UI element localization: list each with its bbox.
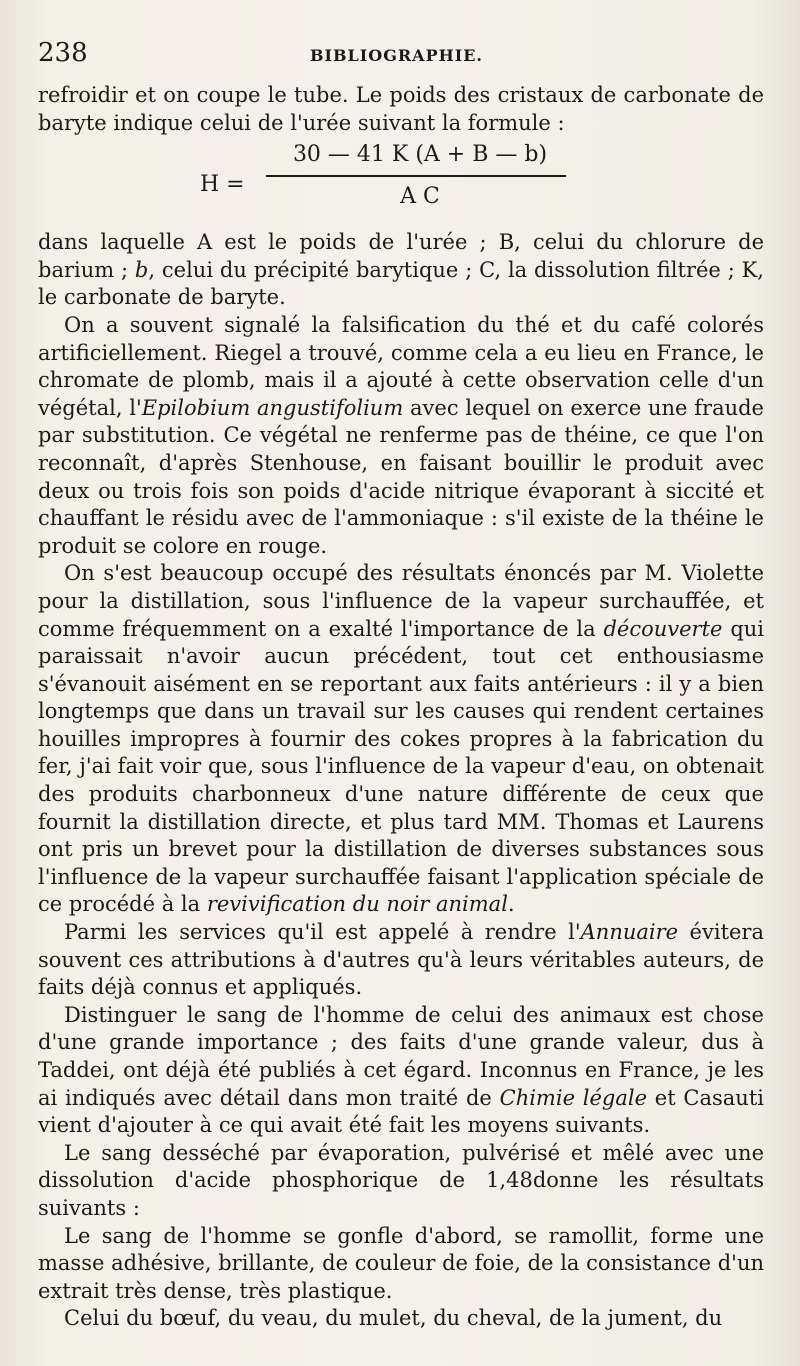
annuaire-text-1: Parmi les services qu'il est appelé à rendre l' (64, 920, 581, 945)
urea-formula (38, 139, 764, 223)
paragraph-annuaire (38, 919, 764, 1002)
dist-text-3: . (507, 892, 515, 917)
paragraph-tea-coffee (38, 312, 764, 560)
page-number: 238 (38, 38, 88, 68)
paragraph-formula-legend (38, 229, 764, 312)
paragraph-animal-blood: Celui du bœuf, du veau, du mulet, du cheval, de la jument, du (64, 1306, 723, 1331)
paragraph-urea-method: refroidir et on coupe le tube. Le poids des cristaux de carbonate de baryte indique celui de l'urée suivant la formule : (38, 83, 764, 135)
dist-emphasis-revivification: revivification du noir animal (206, 892, 508, 917)
blood-text-2: et Casauti vient d'ajouter à ce qui avait été fait les moyens suivants. (38, 1085, 764, 1138)
dist-text-2: qui paraissait n'avoir aucun précédent, tout cet enthousiasme s'évanouit aisément en se reportant aux faits antérieurs : il y a bien longtemps que dans un travail sur les causes qui rendent certaines houilles impropres à fournir des cokes propres à la fabrication du fer, j'ai fait voir que, sous l'influence de la vapeur d'eau, on obtenait des produits charbonneux d'une nature différente de ceux que fournit la distillation directe, et plus tard MM. Thomas et Laurens ont pris un brevet pour la distillation de diverses substances sous l'influence de la vapeur surchauffée faisant l'application spéciale de ce procédé à la (38, 616, 765, 917)
tea-species-name: Epilobium angustifolium (141, 395, 404, 420)
dist-emphasis-decouverte: découverte (603, 616, 723, 641)
formula-lhs: H = (200, 172, 245, 198)
dist-text-1: On s'est beaucoup occupé des résultats énoncés par M. Violette pour la distillation, sous l'influence de la vapeur surchauffée, et comme fréquemment on a exalté l'importance de la (38, 561, 764, 641)
legend-var-b: b (134, 257, 149, 282)
paragraph-blood (38, 1002, 764, 1140)
running-title: BIBLIOGRAPHIE. (310, 46, 483, 65)
blood-text-1: Distinguer le sang de l'homme de celui des animaux est chose d'une grande importance ; des faits d'une grande valeur, dus à Taddei, ont déjà été publiés à cet égard. Inconnus en France, je les ai indiqués avec détail dans mon traité de (38, 1002, 764, 1110)
body-text (38, 82, 764, 1333)
blood-book-title: Chimie légale (499, 1085, 648, 1110)
page-header (38, 38, 760, 78)
tea-text-2: avec lequel on exerce une fraude par substitution. Ce végétal ne renferme pas de théine, ce que l'on reconnaît, d'après Stenhouse, en faisant bouillir le produit avec deux ou trois fois son poids d'acide nitrique évaporant à siccité et chauffant le résidu avec de l'ammoniaque : s'il existe de la théine le produit se colore en rouge. (38, 395, 764, 558)
legend-text-2: , celui du précipité barytique ; C, la dissolution filtrée ; K, le carbonate de baryte. (38, 257, 764, 310)
annuaire-text-2: évitera souvent ces attributions à d'autres qu'à leurs véritables auteurs, de faits déjà connus et appliqués. (38, 920, 764, 1000)
fraction-bar (266, 175, 566, 177)
paragraph-distillation (38, 560, 764, 919)
paragraph-dried-blood: Le sang desséché par évaporation, pulvérisé et mêlé avec une dissolution d'acide phosphorique de 1,48donne les résultats suivants : (38, 1140, 764, 1220)
tea-text-1: On a souvent signalé la falsification du thé et du café colorés artificiellement. Riegel a trouvé, comme cela a eu lieu en France, le chromate de plomb, mais il a ajouté à cette observation celle d'un végétal, l' (38, 312, 764, 420)
formula-numerator: 30 — 41 K (A + B — b) (292, 142, 548, 168)
legend-text-1: dans laquelle A est le poids de l'urée ; B, celui du chlorure de barium ; (38, 230, 764, 282)
formula-denominator: A C (400, 184, 440, 210)
paragraph-human-blood: Le sang de l'homme se gonfle d'abord, se ramollit, forme une masse adhésive, brillante, de couleur de foie, de la consistance d'un extrait très dense, très plastique. (38, 1223, 764, 1303)
annuaire-title: Annuaire (580, 920, 679, 945)
